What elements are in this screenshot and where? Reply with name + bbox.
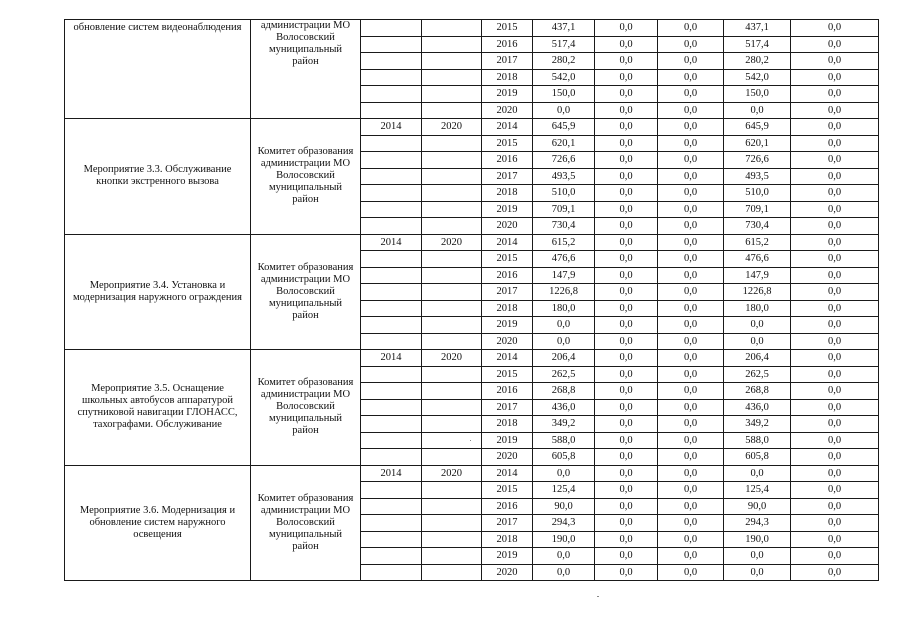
regional-cell: 0,0 [658,152,724,169]
end-year-cell [422,317,482,334]
table-row [65,119,879,136]
total-cell: 280,2 [533,53,595,70]
year-cell: 2016 [482,152,533,169]
federal-cell: 0,0 [595,465,658,482]
regional-cell: 0,0 [658,284,724,301]
regional-cell: 0,0 [658,515,724,532]
federal-cell: 0,0 [595,267,658,284]
total-cell: 125,4 [533,482,595,499]
start-year-cell [361,20,422,37]
regional-cell: 0,0 [658,86,724,103]
local-cell: 190,0 [724,531,791,548]
local-cell: 605,8 [724,449,791,466]
end-year-cell [422,564,482,581]
start-year-cell [361,548,422,565]
start-year-cell [361,168,422,185]
federal-cell: 0,0 [595,69,658,86]
executor-cell: Комитет образования администрации МО Волосовский муниципальный район [251,350,361,466]
scan-speck [597,596,599,597]
local-cell: 180,0 [724,300,791,317]
federal-cell: 0,0 [595,185,658,202]
total-cell: 0,0 [533,465,595,482]
end-year-cell [422,498,482,515]
activity-cell: Мероприятие 3.4. Установка и модернизация наружного ограждения [65,234,251,350]
start-year-cell [361,284,422,301]
regional-cell: 0,0 [658,333,724,350]
executor-cell: Комитет образования администрации МО Волосовский муниципальный район [251,119,361,235]
end-year-cell [422,366,482,383]
federal-cell: 0,0 [595,531,658,548]
end-year-cell [422,201,482,218]
other-cell: 0,0 [791,300,879,317]
federal-cell: 0,0 [595,564,658,581]
other-cell: 0,0 [791,152,879,169]
year-cell: 2014 [482,119,533,136]
start-year-cell [361,102,422,119]
local-cell: 0,0 [724,564,791,581]
total-cell: 436,0 [533,399,595,416]
local-cell: 1226,8 [724,284,791,301]
other-cell: 0,0 [791,449,879,466]
total-cell: 294,3 [533,515,595,532]
other-cell: 0,0 [791,102,879,119]
year-cell: 2017 [482,515,533,532]
federal-cell: 0,0 [595,432,658,449]
start-year-cell [361,482,422,499]
start-year-cell [361,201,422,218]
other-cell: 0,0 [791,317,879,334]
year-cell: 2018 [482,69,533,86]
end-year-cell [422,102,482,119]
year-cell: 2016 [482,36,533,53]
regional-cell: 0,0 [658,102,724,119]
regional-cell: 0,0 [658,201,724,218]
end-year-cell [422,86,482,103]
year-cell: 2019 [482,317,533,334]
year-cell: 2017 [482,399,533,416]
federal-cell: 0,0 [595,201,658,218]
end-year-cell [422,383,482,400]
federal-cell: 0,0 [595,284,658,301]
end-year-cell [422,432,482,449]
other-cell: 0,0 [791,218,879,235]
year-cell: 2016 [482,267,533,284]
federal-cell: 0,0 [595,53,658,70]
local-cell: 0,0 [724,333,791,350]
start-year-cell [361,432,422,449]
regional-cell: 0,0 [658,218,724,235]
regional-cell: 0,0 [658,36,724,53]
end-year-cell: 2020 [422,119,482,136]
local-cell: 517,4 [724,36,791,53]
total-cell: 620,1 [533,135,595,152]
local-cell: 709,1 [724,201,791,218]
year-cell: 2016 [482,498,533,515]
local-cell: 150,0 [724,86,791,103]
total-cell: 645,9 [533,119,595,136]
local-cell: 294,3 [724,515,791,532]
start-year-cell [361,185,422,202]
local-cell: 147,9 [724,267,791,284]
total-cell: 730,4 [533,218,595,235]
local-cell: 437,1 [724,20,791,37]
year-cell: 2017 [482,284,533,301]
year-cell: 2014 [482,234,533,251]
start-year-cell: 2014 [361,350,422,367]
start-year-cell [361,135,422,152]
year-cell: 2018 [482,531,533,548]
total-cell: 206,4 [533,350,595,367]
start-year-cell [361,53,422,70]
table-body [65,20,879,581]
start-year-cell [361,317,422,334]
end-year-cell: 2020 [422,465,482,482]
other-cell: 0,0 [791,333,879,350]
other-cell: 0,0 [791,86,879,103]
federal-cell: 0,0 [595,482,658,499]
other-cell: 0,0 [791,482,879,499]
start-year-cell [361,366,422,383]
start-year-cell [361,416,422,433]
total-cell: 90,0 [533,498,595,515]
federal-cell: 0,0 [595,102,658,119]
total-cell: 615,2 [533,234,595,251]
activity-cell: Мероприятие 3.5. Оснащение школьных автобусов аппаратурой спутниковой навигации ГЛОНАСС, тахографами. Обслуживание [65,350,251,466]
other-cell: 0,0 [791,267,879,284]
end-year-cell [422,168,482,185]
activity-cell: Мероприятие 3.6. Модернизация и обновление систем наружного освещения [65,465,251,581]
regional-cell: 0,0 [658,498,724,515]
end-year-cell [422,449,482,466]
federal-cell: 0,0 [595,350,658,367]
end-year-cell [422,218,482,235]
start-year-cell [361,449,422,466]
other-cell: 0,0 [791,515,879,532]
federal-cell: 0,0 [595,20,658,37]
regional-cell: 0,0 [658,119,724,136]
local-cell: 726,6 [724,152,791,169]
local-cell: 620,1 [724,135,791,152]
total-cell: 510,0 [533,185,595,202]
year-cell: 2018 [482,416,533,433]
end-year-cell [422,284,482,301]
year-cell: 2014 [482,350,533,367]
federal-cell: 0,0 [595,168,658,185]
activity-cell: Мероприятие 3.3. Обслуживание кнопки экстренного вызова [65,119,251,235]
start-year-cell [361,218,422,235]
other-cell: 0,0 [791,366,879,383]
year-cell: 2017 [482,168,533,185]
start-year-cell [361,36,422,53]
other-cell: 0,0 [791,350,879,367]
other-cell: 0,0 [791,383,879,400]
federal-cell: 0,0 [595,36,658,53]
local-cell: 0,0 [724,102,791,119]
local-cell: 206,4 [724,350,791,367]
federal-cell: 0,0 [595,218,658,235]
other-cell: 0,0 [791,465,879,482]
year-cell: 2014 [482,465,533,482]
regional-cell: 0,0 [658,366,724,383]
other-cell: 0,0 [791,20,879,37]
end-year-cell [422,548,482,565]
start-year-cell [361,267,422,284]
end-year-cell [422,333,482,350]
local-cell: 476,6 [724,251,791,268]
year-cell: 2015 [482,482,533,499]
regional-cell: 0,0 [658,548,724,565]
start-year-cell [361,515,422,532]
total-cell: 0,0 [533,333,595,350]
scan-speck [470,440,471,441]
total-cell: 349,2 [533,416,595,433]
local-cell: 615,2 [724,234,791,251]
other-cell: 0,0 [791,432,879,449]
end-year-cell [422,482,482,499]
local-cell: 645,9 [724,119,791,136]
federal-cell: 0,0 [595,86,658,103]
year-cell: 2019 [482,86,533,103]
end-year-cell [422,36,482,53]
regional-cell: 0,0 [658,350,724,367]
federal-cell: 0,0 [595,300,658,317]
local-cell: 268,8 [724,383,791,400]
year-cell: 2018 [482,185,533,202]
year-cell: 2016 [482,383,533,400]
regional-cell: 0,0 [658,531,724,548]
start-year-cell [361,251,422,268]
total-cell: 476,6 [533,251,595,268]
regional-cell: 0,0 [658,234,724,251]
total-cell: 588,0 [533,432,595,449]
start-year-cell [361,531,422,548]
other-cell: 0,0 [791,53,879,70]
local-cell: 542,0 [724,69,791,86]
total-cell: 0,0 [533,564,595,581]
regional-cell: 0,0 [658,383,724,400]
other-cell: 0,0 [791,548,879,565]
start-year-cell [361,333,422,350]
federal-cell: 0,0 [595,234,658,251]
total-cell: 180,0 [533,300,595,317]
local-cell: 730,4 [724,218,791,235]
year-cell: 2020 [482,564,533,581]
executor-cell: Комитет образования администрации МО Волосовский муниципальный район [251,465,361,581]
other-cell: 0,0 [791,69,879,86]
regional-cell: 0,0 [658,267,724,284]
end-year-cell [422,300,482,317]
activity-cell: обновление систем видеонаблюдения [65,20,251,119]
total-cell: 542,0 [533,69,595,86]
federal-cell: 0,0 [595,119,658,136]
regional-cell: 0,0 [658,251,724,268]
other-cell: 0,0 [791,498,879,515]
end-year-cell [422,515,482,532]
regional-cell: 0,0 [658,69,724,86]
federal-cell: 0,0 [595,548,658,565]
table-row [65,234,879,251]
other-cell: 0,0 [791,36,879,53]
other-cell: 0,0 [791,399,879,416]
local-cell: 349,2 [724,416,791,433]
year-cell: 2019 [482,548,533,565]
year-cell: 2020 [482,218,533,235]
start-year-cell [361,399,422,416]
table-row [65,20,879,37]
regional-cell: 0,0 [658,416,724,433]
regional-cell: 0,0 [658,168,724,185]
table-row [65,465,879,482]
end-year-cell [422,135,482,152]
total-cell: 726,6 [533,152,595,169]
local-cell: 90,0 [724,498,791,515]
federal-cell: 0,0 [595,152,658,169]
federal-cell: 0,0 [595,399,658,416]
regional-cell: 0,0 [658,185,724,202]
total-cell: 268,8 [533,383,595,400]
local-cell: 125,4 [724,482,791,499]
year-cell: 2019 [482,201,533,218]
end-year-cell [422,152,482,169]
start-year-cell [361,69,422,86]
other-cell: 0,0 [791,201,879,218]
total-cell: 0,0 [533,548,595,565]
end-year-cell [422,251,482,268]
local-cell: 510,0 [724,185,791,202]
other-cell: 0,0 [791,531,879,548]
other-cell: 0,0 [791,135,879,152]
end-year-cell: 2020 [422,350,482,367]
federal-cell: 0,0 [595,416,658,433]
start-year-cell: 2014 [361,234,422,251]
regional-cell: 0,0 [658,300,724,317]
federal-cell: 0,0 [595,333,658,350]
federal-cell: 0,0 [595,449,658,466]
total-cell: 0,0 [533,102,595,119]
total-cell: 1226,8 [533,284,595,301]
local-cell: 436,0 [724,399,791,416]
end-year-cell [422,20,482,37]
other-cell: 0,0 [791,185,879,202]
federal-cell: 0,0 [595,383,658,400]
regional-cell: 0,0 [658,465,724,482]
regional-cell: 0,0 [658,432,724,449]
other-cell: 0,0 [791,119,879,136]
year-cell: 2015 [482,20,533,37]
budget-table [64,19,879,581]
total-cell: 709,1 [533,201,595,218]
total-cell: 517,4 [533,36,595,53]
end-year-cell [422,69,482,86]
total-cell: 190,0 [533,531,595,548]
other-cell: 0,0 [791,416,879,433]
federal-cell: 0,0 [595,251,658,268]
local-cell: 0,0 [724,548,791,565]
regional-cell: 0,0 [658,135,724,152]
end-year-cell [422,267,482,284]
regional-cell: 0,0 [658,399,724,416]
other-cell: 0,0 [791,564,879,581]
year-cell: 2015 [482,135,533,152]
federal-cell: 0,0 [595,135,658,152]
start-year-cell [361,564,422,581]
total-cell: 437,1 [533,20,595,37]
regional-cell: 0,0 [658,482,724,499]
total-cell: 150,0 [533,86,595,103]
year-cell: 2020 [482,102,533,119]
year-cell: 2015 [482,366,533,383]
start-year-cell [361,300,422,317]
table-row [65,350,879,367]
year-cell: 2020 [482,333,533,350]
regional-cell: 0,0 [658,53,724,70]
year-cell: 2015 [482,251,533,268]
year-cell: 2017 [482,53,533,70]
local-cell: 0,0 [724,317,791,334]
local-cell: 280,2 [724,53,791,70]
total-cell: 493,5 [533,168,595,185]
regional-cell: 0,0 [658,449,724,466]
end-year-cell [422,416,482,433]
start-year-cell: 2014 [361,465,422,482]
end-year-cell [422,531,482,548]
end-year-cell [422,185,482,202]
local-cell: 0,0 [724,465,791,482]
federal-cell: 0,0 [595,515,658,532]
other-cell: 0,0 [791,251,879,268]
executor-cell: Комитет образования администрации МО Волосовский муниципальный район [251,234,361,350]
year-cell: 2020 [482,449,533,466]
total-cell: 262,5 [533,366,595,383]
end-year-cell: 2020 [422,234,482,251]
end-year-cell [422,399,482,416]
regional-cell: 0,0 [658,317,724,334]
other-cell: 0,0 [791,168,879,185]
local-cell: 493,5 [724,168,791,185]
other-cell: 0,0 [791,234,879,251]
federal-cell: 0,0 [595,366,658,383]
start-year-cell [361,498,422,515]
other-cell: 0,0 [791,284,879,301]
total-cell: 605,8 [533,449,595,466]
end-year-cell [422,53,482,70]
start-year-cell: 2014 [361,119,422,136]
total-cell: 147,9 [533,267,595,284]
federal-cell: 0,0 [595,498,658,515]
regional-cell: 0,0 [658,564,724,581]
regional-cell: 0,0 [658,20,724,37]
federal-cell: 0,0 [595,317,658,334]
total-cell: 0,0 [533,317,595,334]
year-cell: 2019 [482,432,533,449]
local-cell: 588,0 [724,432,791,449]
executor-cell: администрации МО Волосовский муниципальный район [251,20,361,119]
local-cell: 262,5 [724,366,791,383]
start-year-cell [361,86,422,103]
year-cell: 2018 [482,300,533,317]
start-year-cell [361,152,422,169]
start-year-cell [361,383,422,400]
